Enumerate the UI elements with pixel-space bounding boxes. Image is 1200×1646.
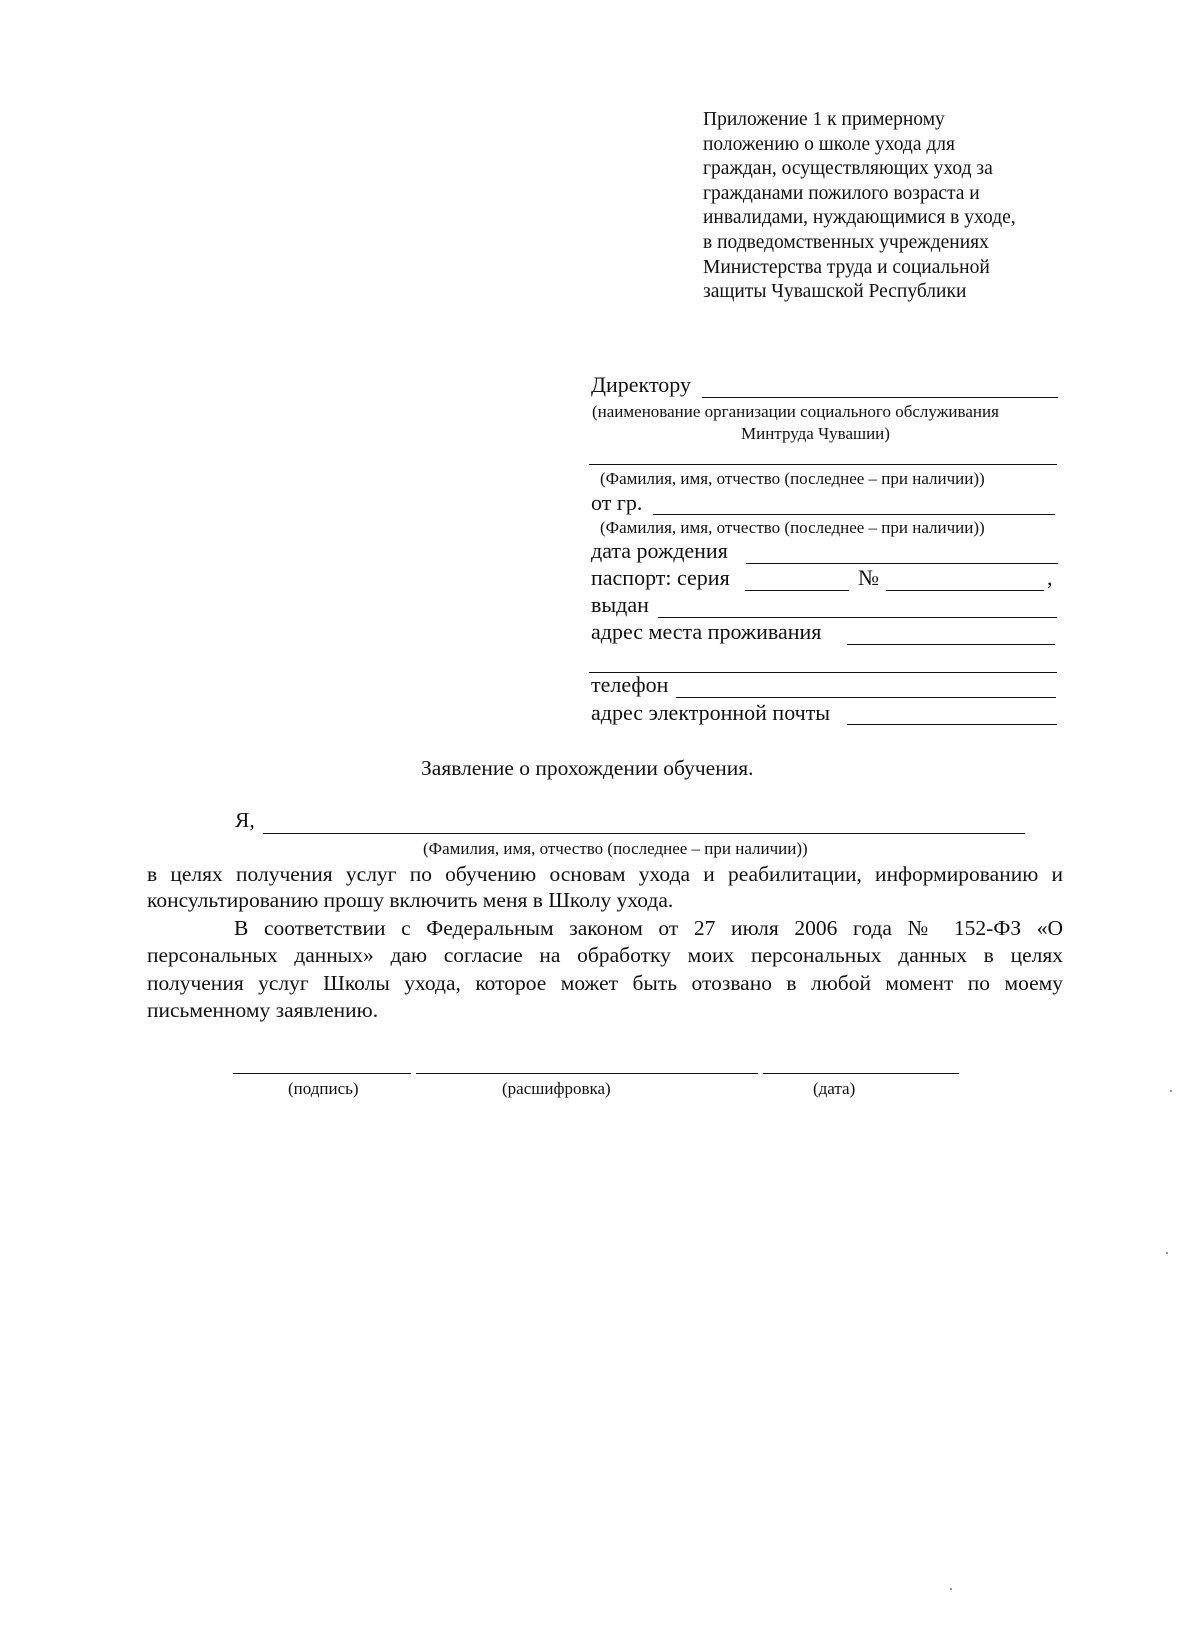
scan-speck [1170,1090,1172,1092]
applicant-fio-hint: (Фамилия, имя, отчество (последнее – при наличии)) [600,518,985,537]
passport-comma: , [1047,565,1053,590]
appendix-line: инвалидами, нуждающимися в уходе, [703,207,1016,229]
org-hint-line-1: (наименование организации социального обслуживания [592,402,999,421]
paragraph-2-line: персональных данных» даю согласие на обработку моих персональных данных в целях [147,943,1063,967]
signature-label: (подпись) [288,1079,359,1098]
appendix-line: Министерства труда и социальной [703,256,990,278]
phone-field[interactable] [676,697,1056,698]
email-label: адрес электронной почты [591,700,831,725]
appendix-note [703,108,1016,305]
scan-speck [1166,1252,1168,1254]
decode-label: (расшифровка) [502,1079,611,1098]
director-label: Директору [591,372,691,397]
appendix-line: защиты Чувашской Республики [703,281,967,303]
passport-series-label: паспорт: серия [591,565,730,590]
statement-fio-hint: (Фамилия, имя, отчество (последнее – при наличии)) [423,839,808,858]
address-label: адрес места проживания [591,619,822,644]
passport-number-field[interactable] [886,590,1044,591]
appendix-line: гражданами пожилого возраста и [703,182,980,204]
birth-date-label: дата рождения [591,538,728,563]
address-field[interactable] [847,644,1055,645]
paragraph-2-line: письменному заявлению. [147,998,379,1022]
issued-label: выдан [591,592,649,617]
from-label: от гр. [591,490,643,515]
director-fio-field[interactable] [589,464,1057,465]
appendix-line: в подведомственных учреждениях [703,231,989,253]
paragraph-2-line: В соответствии с Федеральным законом от 27 июля 2006 года № 152-ФЗ «О [234,916,1063,940]
signature-field[interactable] [233,1073,411,1074]
email-field[interactable] [847,724,1057,725]
passport-series-field[interactable] [745,590,849,591]
org-hint-line-2: Минтруда Чувашии) [741,424,890,443]
from-field[interactable] [653,514,1055,515]
i-label: Я, [235,808,255,832]
birth-date-field[interactable] [746,563,1058,564]
paragraph-1-line: консультированию прошу включить меня в Школу ухода. [147,888,674,912]
statement-title: Заявление о прохождении обучения. [421,756,754,780]
statement-fio-field[interactable] [263,833,1025,834]
appendix-line: граждан, осуществляющих уход за [703,158,993,180]
passport-number-label: № [858,565,879,590]
paragraph-2-line: получения услуг Школы ухода, которое может быть отозвано в любой момент по моему [147,971,1063,995]
scan-speck [950,1588,952,1590]
appendix-line: положению о школе ухода для [703,133,956,155]
date-field[interactable] [763,1073,959,1074]
issued-field[interactable] [658,617,1057,618]
director-field[interactable] [702,397,1058,398]
phone-label: телефон [591,672,669,697]
signature-decode-field[interactable] [416,1073,758,1074]
paragraph-1-line: в целях получения услуг по обучению основам ухода и реабилитации, информированию и [147,862,1063,886]
appendix-line: Приложение 1 к примерному [703,109,945,130]
director-fio-hint: (Фамилия, имя, отчество (последнее – при наличии)) [600,469,985,488]
date-label: (дата) [813,1079,856,1098]
